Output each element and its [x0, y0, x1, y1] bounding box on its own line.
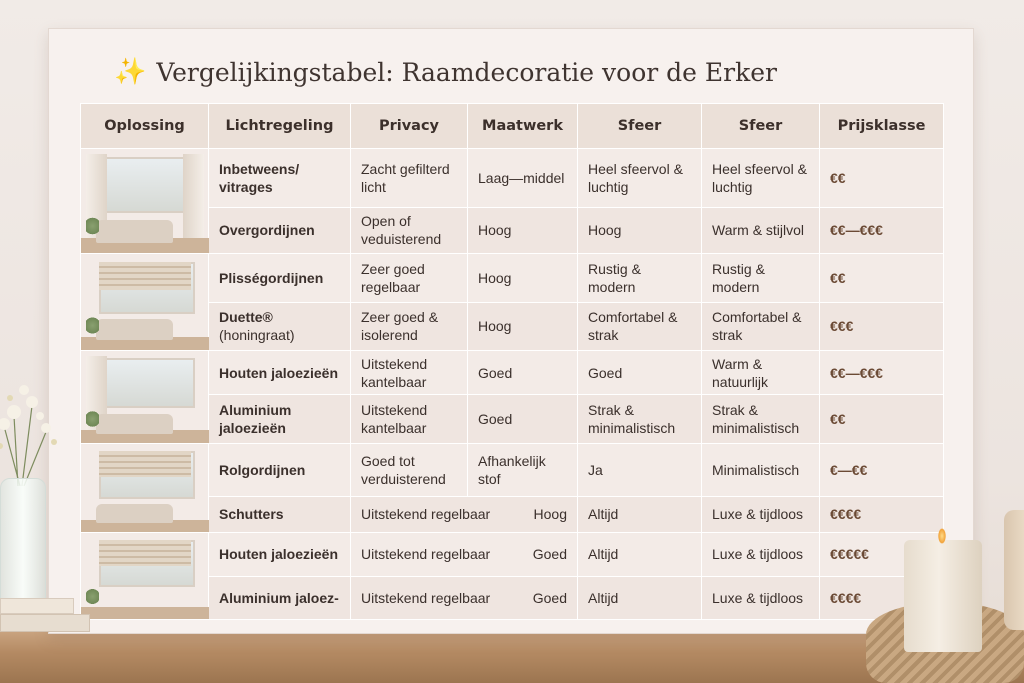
- room-photo-image: [81, 444, 209, 532]
- sparkle-icon: ✨: [114, 57, 147, 87]
- cell-text: Goed: [532, 546, 567, 563]
- solution-name: Inbetweens/ vitrages: [209, 149, 351, 208]
- candle: [904, 540, 982, 652]
- cell: Hoog: [468, 207, 578, 253]
- price-cell: €€€€: [820, 576, 944, 620]
- solution-name: Plisségordijnen: [209, 254, 351, 303]
- cell: Altijd: [578, 533, 702, 577]
- cell: Ja: [578, 444, 702, 497]
- cell: Uitstekend kantelbaar: [351, 395, 468, 444]
- solution-name: Aluminium jaloezieën: [209, 395, 351, 444]
- table-row: [81, 254, 944, 303]
- cell: Uitstekend kantelbaar: [351, 351, 468, 395]
- cell: Altijd: [578, 576, 702, 620]
- table-row: [81, 444, 944, 497]
- col-header: Prijsklasse: [820, 104, 944, 149]
- solution-name: Schutters: [209, 496, 351, 532]
- cell: Rustig & modern: [702, 254, 820, 303]
- cell-text: Uitstekend regelbaar: [361, 589, 491, 606]
- col-header: Privacy: [351, 104, 468, 149]
- cell: Laag—middel: [468, 149, 578, 208]
- table-row: [81, 496, 944, 532]
- room-photo-image: [81, 351, 209, 443]
- room-photo-image: [81, 149, 209, 253]
- solution-name-main: Duette®: [219, 309, 273, 326]
- book-stack: [0, 598, 96, 638]
- vase-decor: [1004, 510, 1024, 630]
- price-cell: €€—€€€: [820, 207, 944, 253]
- page-title: [114, 56, 777, 88]
- cell: Goed: [468, 395, 578, 444]
- cell: Heel sfeervol & luchtig: [702, 149, 820, 208]
- cell: Warm & stijlvol: [702, 207, 820, 253]
- table-header-row: [81, 104, 944, 149]
- merged-cell: [351, 576, 578, 620]
- price-cell: €€€€: [820, 496, 944, 532]
- col-header: Sfeer: [702, 104, 820, 149]
- cell: Goed tot verduisterend: [351, 444, 468, 497]
- cell: Heel sfeervol & luchtig: [578, 149, 702, 208]
- room-photo-image: [81, 533, 209, 619]
- comparison-table-wrap: [80, 103, 943, 620]
- cell: Hoog: [468, 302, 578, 351]
- cell: Luxe & tijdloos: [702, 533, 820, 577]
- table-row: [81, 533, 944, 577]
- comparison-table: [80, 103, 944, 620]
- cell: Comfortabel & strak: [702, 302, 820, 351]
- col-header: Lichtregeling: [209, 104, 351, 149]
- table-row: [81, 207, 944, 253]
- cell: Hoog: [468, 254, 578, 303]
- solution-name-sub: (honingraat): [219, 327, 295, 344]
- cell: Goed: [468, 351, 578, 395]
- cell: Strak & minimalistisch: [578, 395, 702, 444]
- cell: Warm & natuurlijk: [702, 351, 820, 395]
- room-photo: [81, 254, 209, 351]
- table-row: [81, 395, 944, 444]
- room-photo-image: [81, 254, 209, 350]
- cell-text: Goed: [532, 589, 567, 606]
- price-cell: €€: [820, 395, 944, 444]
- solution-name: [209, 302, 351, 351]
- cell: Luxe & tijdloos: [702, 576, 820, 620]
- candle-flame-icon: [938, 528, 946, 544]
- cell: Zeer goed regelbaar: [351, 254, 468, 303]
- price-cell: €€: [820, 149, 944, 208]
- table-row: [81, 576, 944, 620]
- table-row: [81, 149, 944, 208]
- cell: Rustig & modern: [578, 254, 702, 303]
- cell: Afhankelijk stof: [468, 444, 578, 497]
- price-cell: €€—€€€: [820, 351, 944, 395]
- room-photo: [81, 533, 209, 620]
- solution-name: Aluminium jaloez-: [209, 576, 351, 620]
- price-cell: €€: [820, 254, 944, 303]
- price-cell: €€€: [820, 302, 944, 351]
- merged-cell: [351, 496, 578, 532]
- cell: Strak & minimalistisch: [702, 395, 820, 444]
- price-cell: €—€€: [820, 444, 944, 497]
- room-photo: [81, 444, 209, 533]
- cell: Zeer goed & isolerend: [351, 302, 468, 351]
- solution-name: Houten jaloezieën: [209, 533, 351, 577]
- cell: Altijd: [578, 496, 702, 532]
- cell-text: Uitstekend regelbaar: [361, 506, 491, 523]
- cell: Comfortabel & strak: [578, 302, 702, 351]
- book: [0, 598, 74, 614]
- cell: Minimalistisch: [702, 444, 820, 497]
- flower-bouquet: [0, 376, 76, 486]
- price-cell: €€€€€: [820, 533, 944, 577]
- cell: Hoog: [578, 207, 702, 253]
- col-header: Oplossing: [81, 104, 209, 149]
- cell-text: Hoog: [533, 506, 567, 523]
- cell-text: Uitstekend regelbaar: [361, 546, 491, 563]
- solution-name: Overgordijnen: [209, 207, 351, 253]
- room-photo: [81, 351, 209, 444]
- cell: Zacht gefilterd licht: [351, 149, 468, 208]
- room-photo: [81, 149, 209, 254]
- cell: Goed: [578, 351, 702, 395]
- cell: Open of veduisterend: [351, 207, 468, 253]
- table-row: [81, 351, 944, 395]
- title-text: Vergelijkingstabel: Raamdecoratie voor de Erker: [156, 57, 777, 87]
- table-row: [81, 302, 944, 351]
- cell: Luxe & tijdloos: [702, 496, 820, 532]
- col-header: Maatwerk: [468, 104, 578, 149]
- book: [0, 614, 90, 632]
- merged-cell: [351, 533, 578, 577]
- solution-name: Houten jaloezieën: [209, 351, 351, 395]
- col-header: Sfeer: [578, 104, 702, 149]
- solution-name: Rolgordijnen: [209, 444, 351, 497]
